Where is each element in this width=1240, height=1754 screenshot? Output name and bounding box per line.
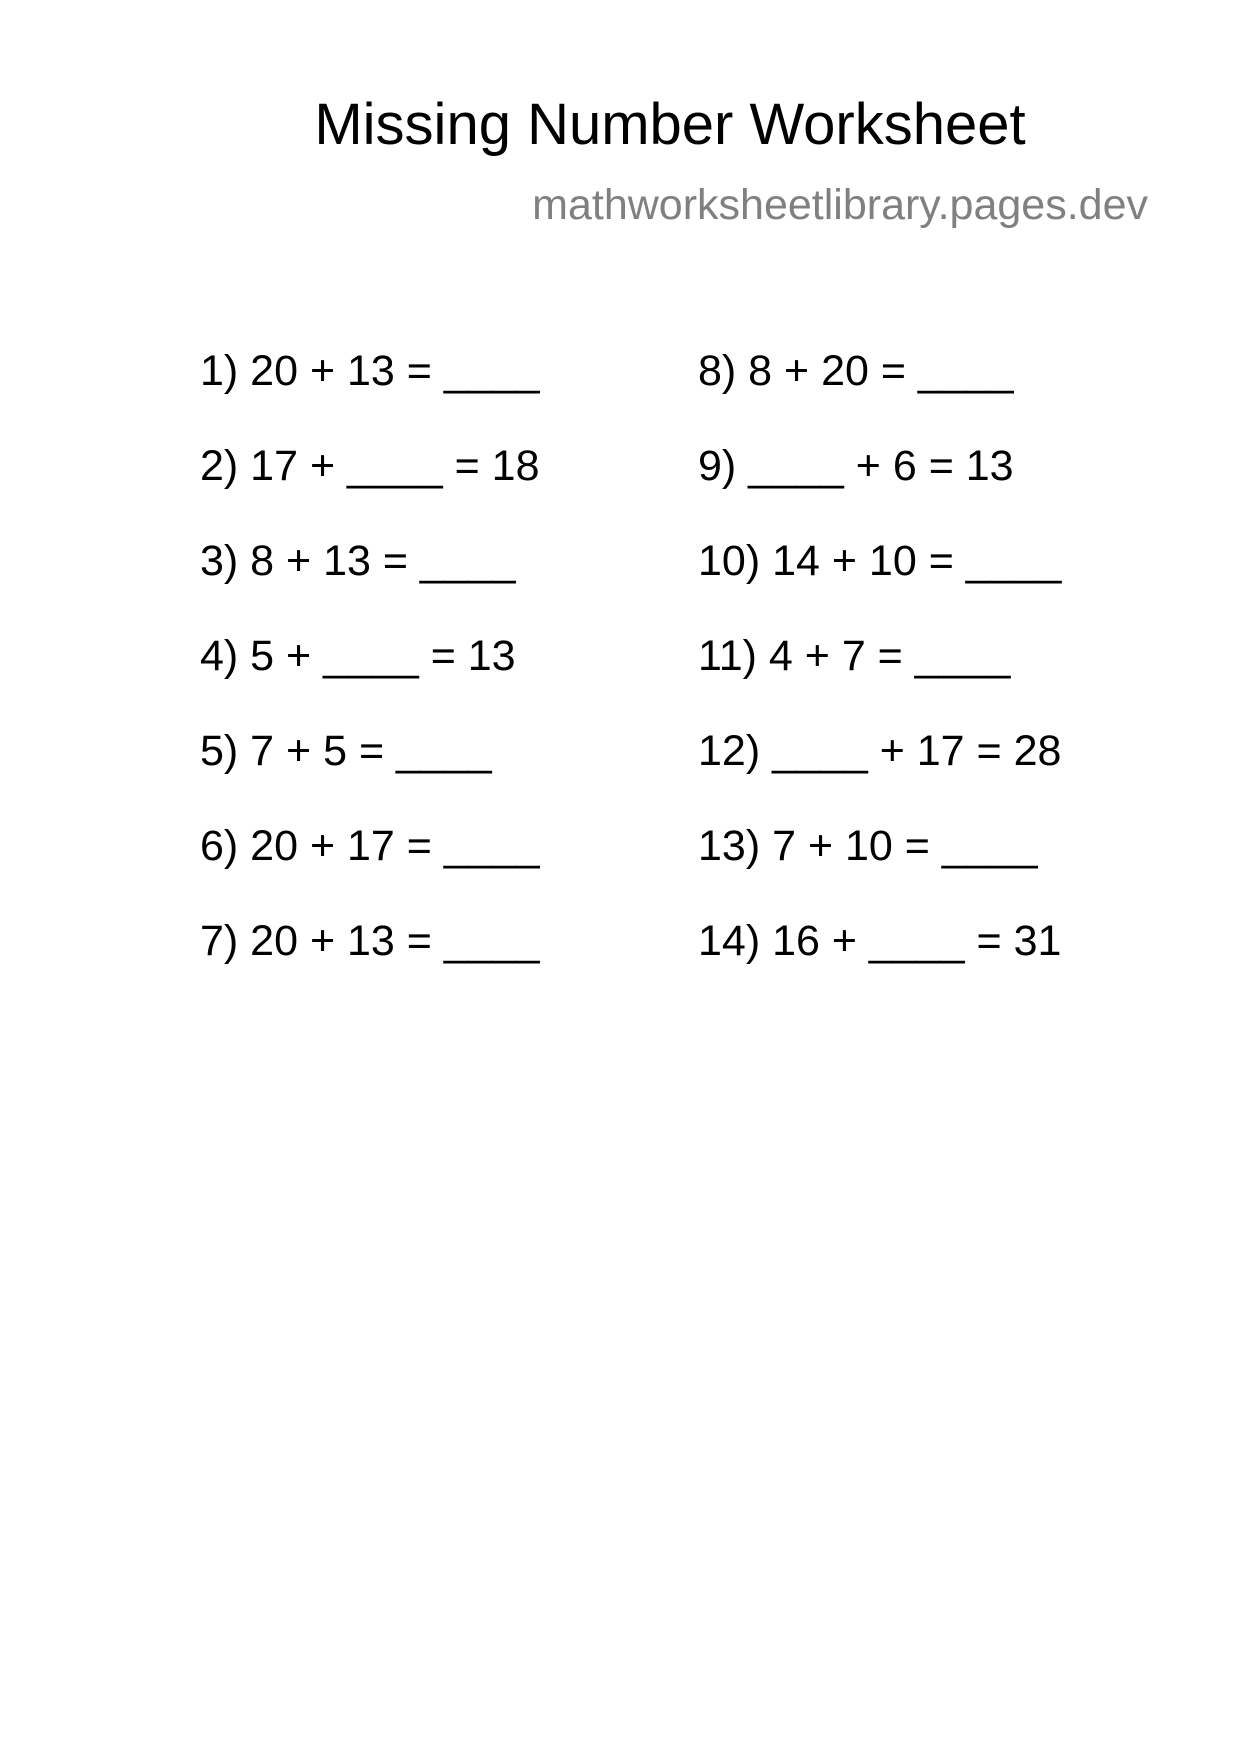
problems-right-column: [698, 347, 1198, 1015]
problem-5: 5) 7 + 5 = ____: [200, 727, 492, 775]
problems-left-column: [200, 347, 700, 1015]
problem-3: 3) 8 + 13 = ____: [200, 537, 516, 585]
problem-1: 1) 20 + 13 = ____: [200, 347, 540, 395]
problem-10: 10) 14 + 10 = ____: [698, 537, 1062, 585]
site-url: mathworksheetlibrary.pages.dev: [532, 181, 1148, 229]
problem-4: 4) 5 + ____ = 13: [200, 632, 516, 680]
problem-13: 13) 7 + 10 = ____: [698, 822, 1038, 870]
problem-6: 6) 20 + 17 = ____: [200, 822, 540, 870]
problem-8: 8) 8 + 20 = ____: [698, 347, 1014, 395]
problem-12: 12) ____ + 17 = 28: [698, 727, 1062, 775]
problem-14: 14) 16 + ____ = 31: [698, 917, 1062, 965]
worksheet-title: Missing Number Worksheet: [314, 92, 1026, 157]
problem-7: 7) 20 + 13 = ____: [200, 917, 540, 965]
problem-9: 9) ____ + 6 = 13: [698, 442, 1014, 490]
problem-11: 11) 4 + 7 = ____: [698, 632, 1011, 680]
problem-2: 2) 17 + ____ = 18: [200, 442, 540, 490]
